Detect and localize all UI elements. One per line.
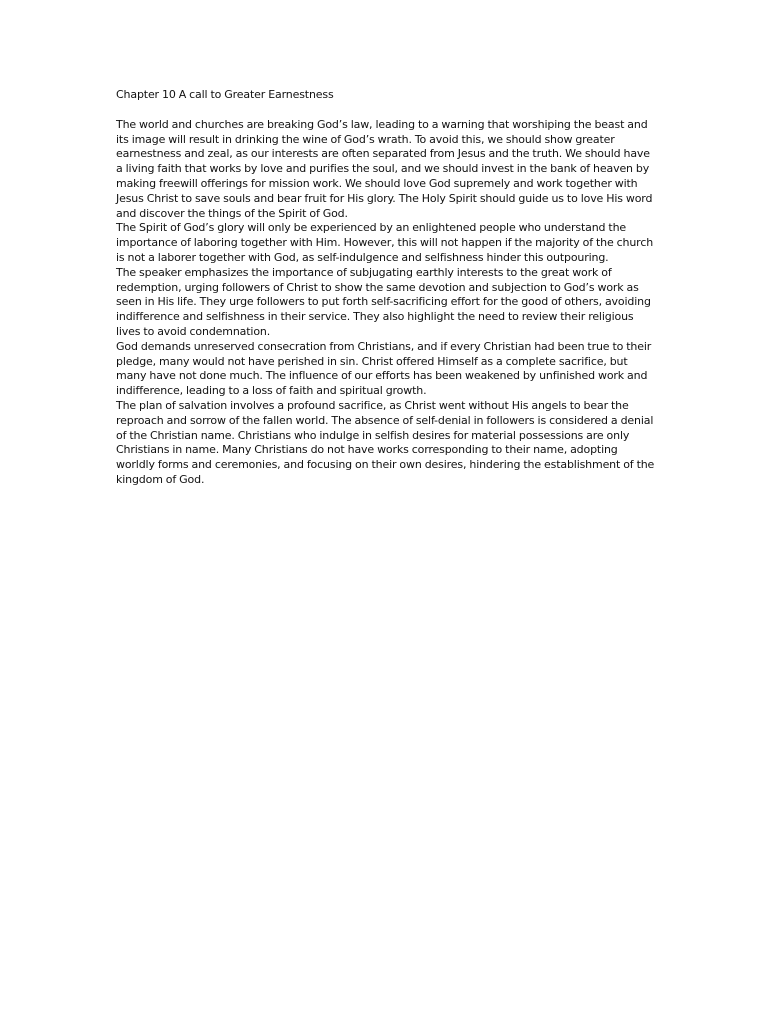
chapter-title: Chapter 10 A call to Greater Earnestness [116,88,334,101]
paragraph: The world and churches are breaking God’s law, leading to a warning that worshiping the beast and its image will result in drinking the wine of God’s wrath. To avoid this, we should show greater earnestness and zeal, as our interests are often separated from Jesus and the truth. We should have a living faith that works by love and purifies the soul, and we should invest in the bank of heaven by making freewill offerings for mission work. We should love God supremely and work together with Jesus Christ to save souls and bear fruit for His glory. The Holy Spirit should guide us to love His word and discover the things of the Spirit of God. [116,117,653,220]
paragraph: God demands unreserved consecration from Christians, and if every Christian had been true to their pledge, many would not have perished in sin. Christ offered Himself as a complete sacrifice, but many have not done much. The influence of our efforts has been weakened by unfinished work and indifference, leading to a loss of faith and spiritual growth. [116,339,652,398]
paragraph: The Spirit of God’s glory will only be experienced by an enlightened people who understand the importance of laboring together with Him. However, this will not happen if the majority of the church is not a laborer together with God, as self-indulgence and selfishness hinder this outpouring. [116,221,654,264]
paragraph: The plan of salvation involves a profound sacrifice, as Christ went without His angels to bear the reproach and sorrow of the fallen world. The absence of self-denial in followers is considered a denial of the Christian name. Christians who indulge in selfish desires for material possessions are only Christians in name. Many Christians do not have works corresponding to their name, adopting worldly forms and ceremonies, and focusing on their own desires, hindering the establishment of the kingdom of God. [116,398,655,486]
paragraph: The speaker emphasizes the importance of subjugating earthly interests to the great work of redemption, urging followers of Christ to show the same devotion and subjection to God’s work as seen in His life. They urge followers to put forth self-sacrificing effort for the good of others, avoiding indifference and selfishness in their service. They also highlight the need to review their religious lives to avoid condemnation. [116,265,651,338]
document-body [116,88,656,488]
